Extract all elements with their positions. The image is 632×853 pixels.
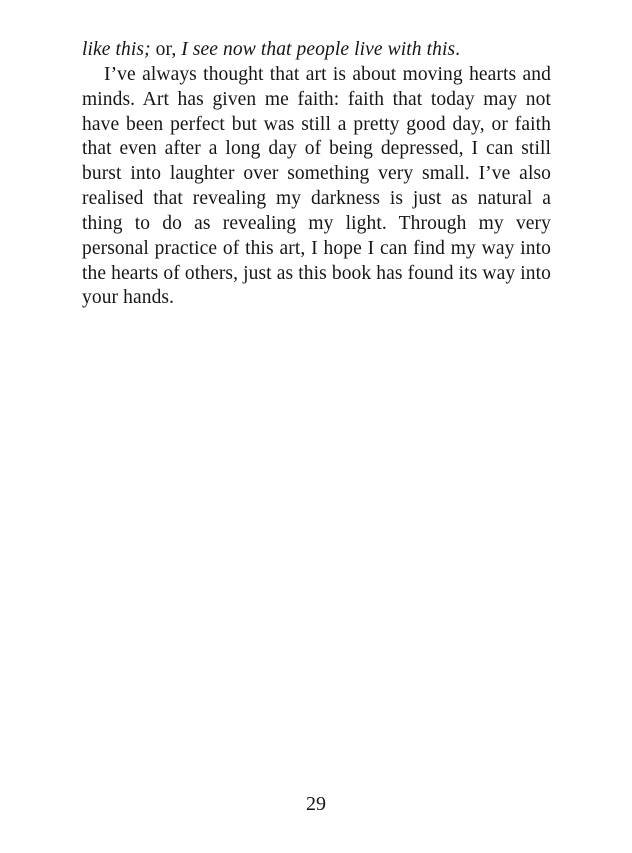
italic-phrase-1: like this; (82, 39, 151, 60)
roman-connector: or, (150, 39, 182, 60)
page-text-block (82, 38, 551, 311)
page-number: 29 (306, 793, 326, 815)
italic-phrase-2: I see now that people live with this (181, 39, 456, 60)
roman-period: . (455, 39, 461, 60)
paragraph-body: I’ve always thought that art is about moving hearts and minds. Art has given me faith: faith that today may not have been perfect but was still a pretty good day, or faith that even after a long day of being depressed, I can still burst into laughter over something very small. I’ve also realised that revealing my darkness is just as natural a thing to do as revealing my light. Through my very personal practice of this art, I hope I can find my way into the hearts of others, just as this book has found its way into your hands. (82, 63, 551, 309)
paragraph-continuation (82, 38, 551, 63)
